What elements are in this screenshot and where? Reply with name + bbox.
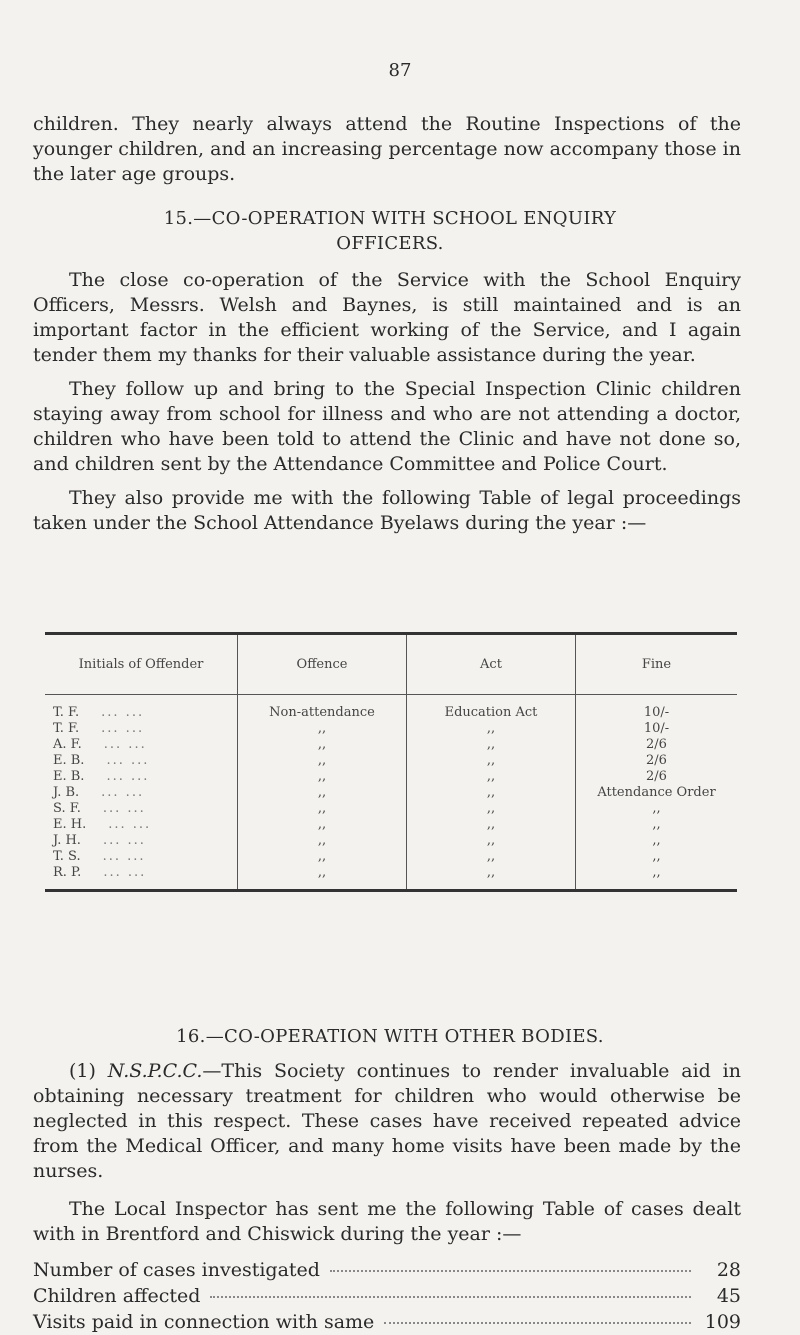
cell-offence: ,, xyxy=(238,769,407,785)
cell-initials xyxy=(45,849,238,865)
dot-leader xyxy=(330,1270,691,1272)
initials-text: T. S. xyxy=(53,849,81,864)
dot-leader: ... ... xyxy=(101,785,145,800)
cell-initials xyxy=(45,753,238,769)
dot-leader xyxy=(210,1296,691,1298)
dot-leader: ... ... xyxy=(108,817,152,832)
table-row xyxy=(45,817,737,833)
cell-act: ,, xyxy=(407,769,576,785)
initials-text: T. F. xyxy=(53,721,80,736)
dot-leader: ... ... xyxy=(106,753,150,768)
cell-act: ,, xyxy=(407,849,576,865)
cell-offence: ,, xyxy=(238,817,407,833)
cell-offence: ,, xyxy=(238,865,407,889)
section-15-paragraph-3: They also provide me with the following Table of legal proceedings taken under the School Attendance Byelaws during the year :— xyxy=(33,487,741,534)
table-body xyxy=(45,695,737,890)
cell-fine: ,, xyxy=(652,865,661,880)
header-act: Act xyxy=(407,635,576,695)
cell-act: Education Act xyxy=(407,695,576,722)
intro-paragraph: children. They nearly always attend the Routine Inspections of the younger children, and an increasing percentage now accompany those in the later age groups. xyxy=(33,113,741,185)
dot-leader: ... ... xyxy=(102,801,146,816)
section-15-paragraph-1: The close co-operation of the Service with the School Enquiry Officers, Messrs. Welsh and Baynes, is still maintained and is an important factor in the efficient working of the Service, and I again tender them my thanks for their valuable assistance during the year. xyxy=(33,269,741,366)
table-bottom-rule xyxy=(45,889,737,892)
stats-list xyxy=(33,1257,741,1335)
cell-act: ,, xyxy=(407,817,576,833)
offenders-table xyxy=(45,632,737,892)
initials-text: J. B. xyxy=(53,785,80,800)
dot-leader: ... ... xyxy=(103,737,147,752)
cell-fine: 2/6 xyxy=(646,753,667,768)
table-row xyxy=(45,849,737,865)
section-16-paragraph-2: The Local Inspector has sent me the following Table of cases dealt with in Brentford and Chiswick during the year :— xyxy=(33,1198,741,1245)
header-initials: Initials of Offender xyxy=(45,635,238,695)
cell-act: ,, xyxy=(407,801,576,817)
stat-value: 109 xyxy=(704,1311,741,1333)
section-15-heading xyxy=(40,206,740,256)
table-row xyxy=(45,833,737,849)
section-15-body xyxy=(33,268,741,536)
nspcc-abbrev: N.S.P.C.C. xyxy=(107,1060,203,1082)
cell-initials xyxy=(45,817,238,833)
cell-fine: 10/- xyxy=(643,721,670,736)
dot-leader: ... ... xyxy=(102,833,146,848)
header-offence: Offence xyxy=(238,635,407,695)
cell-fine: 2/6 xyxy=(646,769,667,784)
cell-fine: ,, xyxy=(652,801,661,816)
stat-row xyxy=(33,1257,741,1283)
cell-fine: 10/- xyxy=(643,705,670,720)
cell-initials xyxy=(45,695,238,722)
stat-label: Visits paid in connection with same xyxy=(33,1311,375,1333)
cell-offence: ,, xyxy=(238,833,407,849)
cell-offence: ,, xyxy=(238,785,407,801)
cell-initials xyxy=(45,721,238,737)
cell-act: ,, xyxy=(407,785,576,801)
cell-fine: ,, xyxy=(652,817,661,832)
section-16-heading: 16.—CO-OPERATION WITH OTHER BODIES. xyxy=(176,1026,604,1047)
cell-initials xyxy=(45,801,238,817)
cell-act: ,, xyxy=(407,753,576,769)
section-15-heading-line1: 15.—CO-OPERATION WITH SCHOOL ENQUIRY xyxy=(163,208,617,229)
para-number: (1) xyxy=(69,1060,108,1082)
stat-label: Children affected xyxy=(33,1285,201,1307)
cell-initials xyxy=(45,769,238,785)
initials-text: E. B. xyxy=(53,769,85,784)
section-15-heading-line2: OFFICERS. xyxy=(336,233,444,254)
stat-value: 45 xyxy=(716,1285,741,1307)
cell-offence: ,, xyxy=(238,801,407,817)
cell-fine: 2/6 xyxy=(646,737,667,752)
initials-text: T. F. xyxy=(53,705,80,720)
stat-row xyxy=(33,1283,741,1309)
initials-text: R. P. xyxy=(53,865,82,880)
table-row xyxy=(45,695,737,722)
cell-fine: Attendance Order xyxy=(597,785,716,800)
stat-row xyxy=(33,1309,741,1335)
stat-value: 28 xyxy=(716,1259,741,1281)
table-row xyxy=(45,865,737,889)
cell-fine: ,, xyxy=(652,849,661,864)
table-row xyxy=(45,769,737,785)
initials-text: J. H. xyxy=(53,833,81,848)
header-fine: Fine xyxy=(576,635,738,695)
initials-text: E. B. xyxy=(53,753,85,768)
cell-act: ,, xyxy=(407,721,576,737)
dot-leader: ... ... xyxy=(102,849,146,864)
cell-initials xyxy=(45,785,238,801)
dot-leader xyxy=(384,1322,691,1324)
table-row xyxy=(45,801,737,817)
cell-act: ,, xyxy=(407,865,576,889)
dot-leader: ... ... xyxy=(101,721,145,736)
cell-offence: ,, xyxy=(238,721,407,737)
table-row xyxy=(45,785,737,801)
cell-offence: Non-attendance xyxy=(238,695,407,722)
cell-offence: ,, xyxy=(238,753,407,769)
initials-text: A. F. xyxy=(53,737,82,752)
cell-initials xyxy=(45,737,238,753)
initials-text: S. F. xyxy=(53,801,81,816)
intro-paragraph-block xyxy=(33,112,741,187)
table-header-row xyxy=(45,635,737,695)
cell-initials xyxy=(45,865,238,889)
page-number: 87 xyxy=(388,60,412,81)
table-row xyxy=(45,737,737,753)
section-16-body xyxy=(33,1059,741,1335)
section-15-paragraph-2: They follow up and bring to the Special Inspection Clinic children staying away from school for illness and who are not attending a doctor, children who have been told to attend the Clinic and have not done so, and children sent by the Attendance Committee and Police Court. xyxy=(33,378,741,475)
table-row xyxy=(45,721,737,737)
cell-offence: ,, xyxy=(238,737,407,753)
para-1-rest: —This Society continues to render invaluable aid in obtaining necessary treatment for children who would otherwise be neglected in this respect. These cases have received repeated advice from the Medical Officer, and many home visits have been made by the nurses. xyxy=(33,1060,741,1182)
stat-label: Number of cases investigated xyxy=(33,1259,320,1281)
initials-text: E. H. xyxy=(53,817,87,832)
cell-initials xyxy=(45,833,238,849)
dot-leader: ... ... xyxy=(103,865,147,880)
cell-offence: ,, xyxy=(238,849,407,865)
dot-leader: ... ... xyxy=(101,705,145,720)
section-16-paragraph-1 xyxy=(33,1059,741,1184)
cell-act: ,, xyxy=(407,737,576,753)
cell-act: ,, xyxy=(407,833,576,849)
cell-fine: ,, xyxy=(652,833,661,848)
dot-leader: ... ... xyxy=(106,769,150,784)
table-row xyxy=(45,753,737,769)
